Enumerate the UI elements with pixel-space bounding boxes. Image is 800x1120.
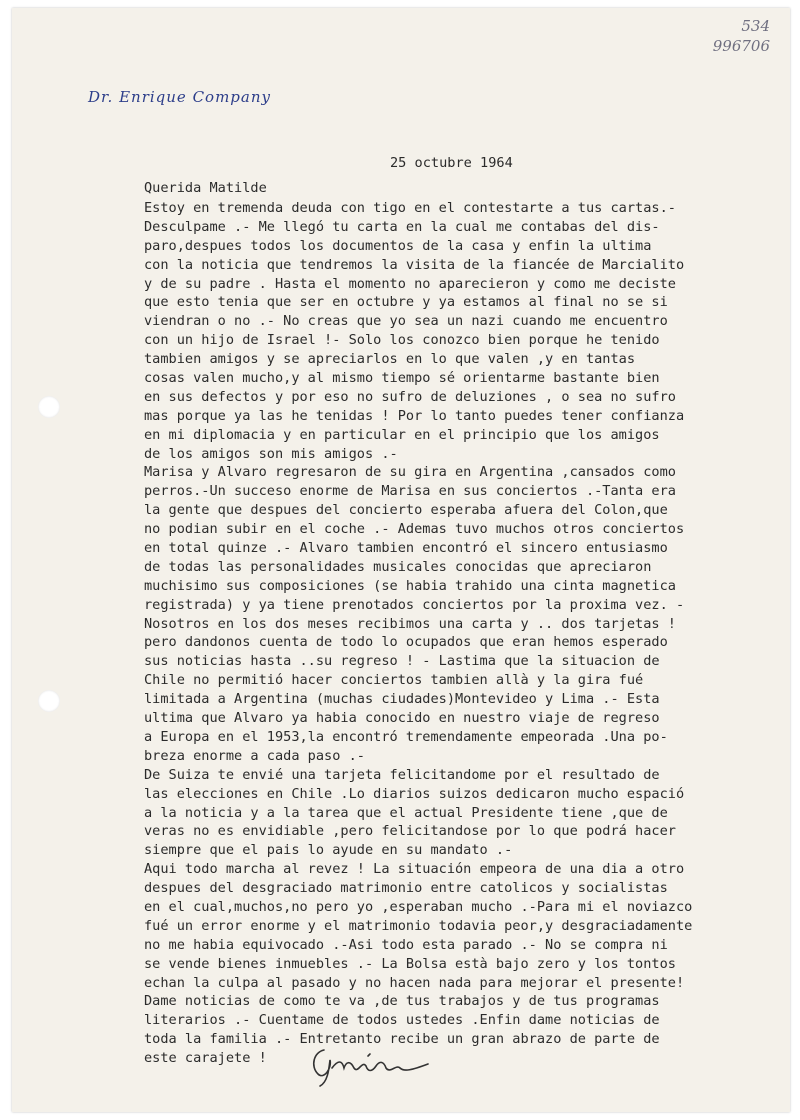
punch-hole-bottom — [38, 690, 60, 712]
body-line: echan la culpa al pasado y no hacen nada para mejorar el presente! — [144, 974, 685, 991]
body-line: este carajete ! — [144, 1050, 267, 1067]
archive-number-top: 534 — [741, 17, 770, 35]
letterhead: Dr. Enrique Company — [88, 88, 271, 106]
body-line: veras no es envidiable ,pero felicitandose por lo que podrá hacer — [144, 823, 676, 840]
body-line: a la noticia y a la tarea que el actual Presidente tiene ,que de — [144, 804, 668, 821]
body-line: cosas valen mucho,y al mismo tiempo sé orientarme bastante bien — [144, 370, 660, 387]
body-line: en mi diplomacia y en particular en el principio que los amigos — [144, 426, 660, 443]
body-line: breza enorme a cada paso .- — [144, 747, 365, 764]
body-line: registrada) y ya tiene prenotados conciertos por la proxima vez. - — [144, 596, 685, 613]
body-line: en el cual,muchos,no pero yo ,esperaban mucho .-Para mi el noviazco — [144, 898, 693, 915]
body-line: toda la familia .- Entretanto recibe un gran abrazo de parte de — [144, 1031, 660, 1048]
body-line: la gente que despues del concierto esperaba afuera del Colon,que — [144, 502, 668, 519]
salutation: Querida Matilde — [144, 180, 267, 196]
body-line: literarios .- Cuentame de todos ustedes .Enfin dame noticias de — [144, 1012, 660, 1029]
body-line: pero dandonos cuenta de todo lo ocupados que eran hemos esperado — [144, 634, 668, 651]
archive-number-bottom: 996706 — [712, 37, 770, 55]
body-line: ultima que Alvaro ya habia conocido en nuestro viaje de regreso — [144, 710, 660, 727]
body-line: de los amigos son mis amigos .- — [144, 445, 398, 462]
archive-number — [713, 16, 770, 56]
body-line: las elecciones en Chile .Lo diarios suizos dedicaron mucho espació — [144, 785, 685, 802]
body-line: en total quinze .- Alvaro tambien encontró el sincero entusiasmo — [144, 540, 668, 557]
letter-body — [144, 199, 790, 1068]
body-line: se vende bienes inmuebles .- La Bolsa està bajo zero y los tontos — [144, 955, 676, 972]
body-line: con la noticia que tendremos la visita de la fiancée de Marcialito — [144, 256, 685, 273]
body-line: limitada a Argentina (muchas ciudades)Montevideo y Lima .- Esta — [144, 691, 660, 708]
body-line: paro,despues todos los documentos de la casa y enfin la ultima — [144, 237, 652, 254]
body-line: Chile no permitió hacer conciertos tambien allà y la gira fué — [144, 672, 644, 689]
body-line: Desculpame .- Me llegó tu carta en la cual me contabas del dis- — [144, 218, 660, 235]
letter-date: 25 octubre 1964 — [390, 155, 513, 171]
body-line: Estoy en tremenda deuda con tigo en el contestarte a tus cartas.- — [144, 200, 676, 216]
body-line: Nosotros en los dos meses recibimos una carta y .. dos tarjetas ! — [144, 615, 676, 632]
body-line: despues del desgraciado matrimonio entre catolicos y socialistas — [144, 880, 668, 897]
body-line: no podian subir en el coche .- Ademas tuvo muchos otros conciertos — [144, 521, 685, 538]
body-line: no me habia equivocado .-Asi todo esta parado .- No se compra ni — [144, 936, 668, 953]
body-line: muchisimo sus composiciones (se habia trahido una cinta magnetica — [144, 577, 676, 594]
body-line: Aqui todo marcha al revez ! La situación empeora de una dia a otro — [144, 861, 685, 878]
letter-page — [12, 8, 790, 1112]
body-line: viendran o no .- No creas que yo sea un nazi cuando me encuentro — [144, 313, 668, 330]
punch-hole-top — [38, 396, 60, 418]
body-line: que esto tenia que ser en octubre y ya estamos al final no se si — [144, 294, 668, 311]
signature — [302, 1038, 462, 1092]
body-line: a Europa en el 1953,la encontró tremendamente empeorada .Una po- — [144, 728, 668, 745]
body-line: tambien amigos y se apreciarlos en lo que valen ,y en tantas — [144, 351, 636, 368]
body-line: Dame noticias de como te va ,de tus trabajos y de tus programas — [144, 993, 660, 1010]
body-line: siempre que el pais lo ayude en su mandato .- — [144, 842, 513, 859]
body-line: de todas las personalidades musicales conocidas que apreciaron — [144, 558, 652, 575]
signature-scribble — [302, 1038, 462, 1088]
body-line: perros.-Un succeso enorme de Marisa en sus conciertos .-Tanta era — [144, 483, 676, 500]
body-line: mas porque ya las he tenidas ! Por lo tanto puedes tener confianza — [144, 407, 685, 424]
body-line: con un hijo de Israel !- Solo los conozco bien porque he tenido — [144, 332, 660, 349]
body-line: fué un error enorme y el matrimonio todavia peor,y desgraciadamente — [144, 917, 693, 934]
body-line: en sus defectos y por eso no sufro de deluziones , o sea no sufro — [144, 388, 676, 405]
body-line: De Suiza te envié una tarjeta felicitandome por el resultado de — [144, 766, 660, 783]
body-line: Marisa y Alvaro regresaron de su gira en Argentina ,cansados como — [144, 464, 676, 481]
body-line: sus noticias hasta ..su regreso ! - Lastima que la situacion de — [144, 653, 660, 670]
body-line: y de su padre . Hasta el momento no aparecieron y como me deciste — [144, 275, 676, 292]
